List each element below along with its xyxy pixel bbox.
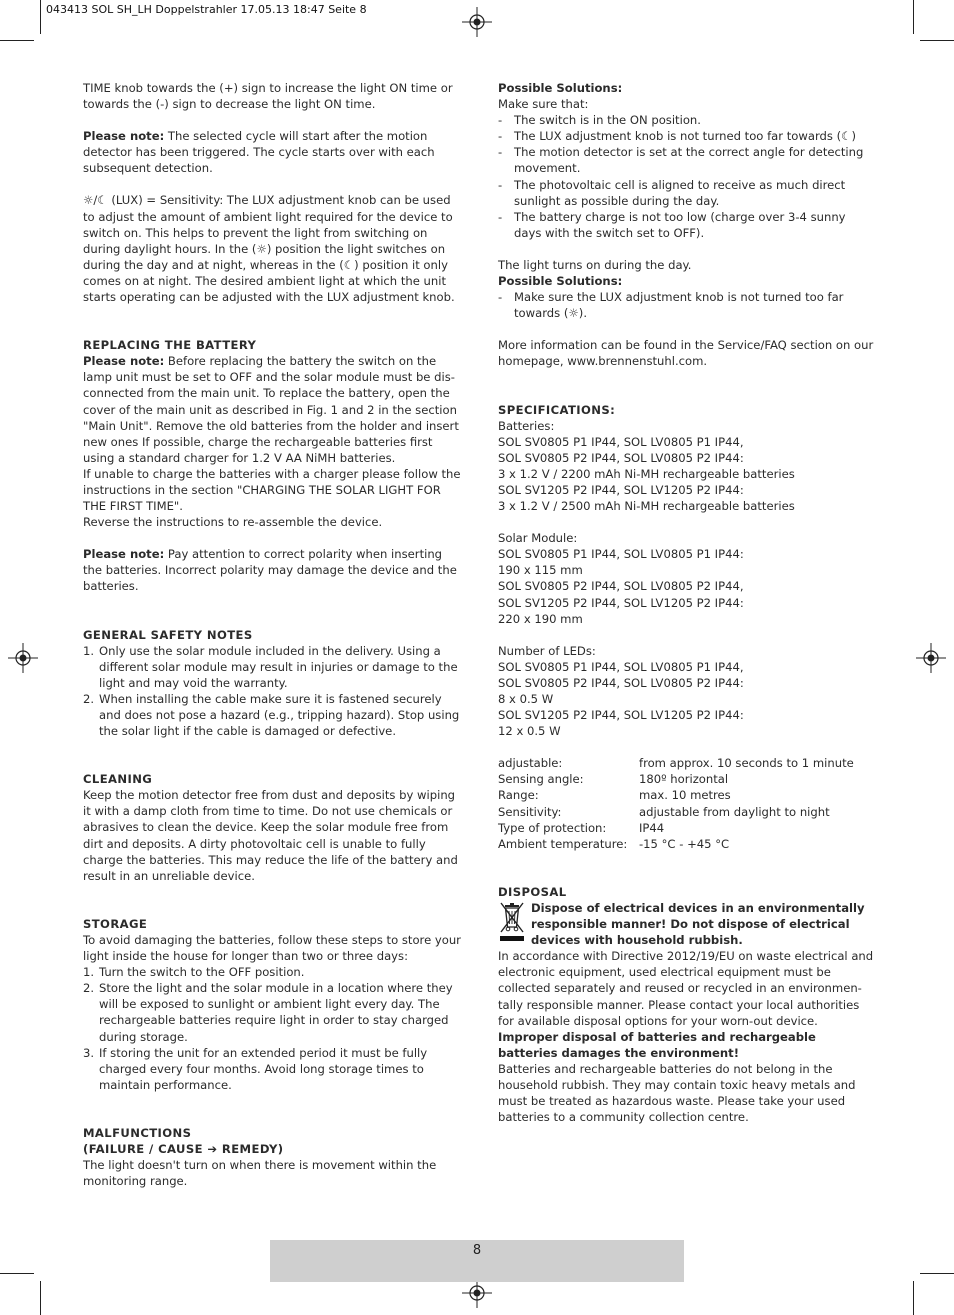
list-marker: 1. — [83, 965, 95, 980]
cleaning-paragraph: Keep the motion detector free from dust and deposits by wiping it with a damp cloth from time to time. Do not use chemicals or abrasives to clean the device. Keep the solar module free from dirt and deposits. A dirty photovoltaic cell is unable to fully charge the batteries. This may reduce the life of the battery and result in an unreliable device. — [83, 788, 458, 883]
crossed-out-wheelie-bin-icon — [498, 900, 526, 944]
reassemble-paragraph: Reverse the instructions to re-assemble the device. — [83, 515, 383, 530]
note-label: Please note: — [83, 547, 165, 562]
spec-value: -15 °C - +45 °C — [639, 836, 730, 851]
spec-value: from approx. 10 seconds to 1 minute — [639, 756, 854, 771]
spec-line: Batteries: — [498, 418, 555, 433]
list-item — [498, 112, 876, 128]
spec-value: max. 10 metres — [639, 788, 731, 803]
left-column — [83, 80, 461, 1189]
spec-key: Range: — [498, 788, 539, 803]
spec-line: 220 x 190 mm — [498, 611, 583, 626]
specifications-heading: SPECIFICATIONS: — [498, 402, 616, 417]
page-footer-bar — [270, 1240, 684, 1282]
list-marker: 1. — [83, 643, 95, 658]
safety-notes-heading: GENERAL SAFETY NOTES — [83, 627, 253, 642]
list-marker: 2. — [83, 691, 95, 706]
spec-line: SOL SV0805 P2 IP44, SOL LV0805 P2 IP44: — [498, 450, 744, 465]
list-marker: - — [498, 129, 503, 144]
spec-line: SOL SV0805 P1 IP44, SOL LV0805 P1 IP44, — [498, 659, 744, 674]
battery-disposal-warning: Improper disposal of batteries and rechargeable batteries damages the environment! — [498, 1029, 816, 1060]
list-item-text: If storing the unit for an extended period it must be fully charged every four months. Avoid long storage times to maintain performance. — [99, 1045, 428, 1092]
malfunctions-subheading: (FAILURE / CAUSE ➔ REMEDY) — [83, 1141, 284, 1156]
spec-key: Sensitivity: — [498, 804, 562, 819]
spec-key: Type of protection: — [498, 820, 607, 835]
spec-key: adjustable: — [498, 756, 563, 771]
crop-mark-top-right-v — [913, 0, 914, 34]
spec-value: IP44 — [639, 820, 665, 835]
list-item-text: The motion detector is set at the correct angle for detecting movement. — [514, 145, 864, 176]
registration-mark-icon — [8, 643, 38, 673]
list-item — [498, 177, 876, 209]
list-marker: - — [498, 145, 503, 160]
list-item — [83, 643, 461, 691]
list-item-text: The LUX adjustment knob is not turned too far towards (☾) — [514, 129, 857, 144]
spec-line: Solar Module: — [498, 531, 578, 546]
malfunctions-heading: MALFUNCTIONS — [83, 1125, 192, 1140]
malfunction-description: The light doesn't turn on when there is movement within the monitoring range. — [83, 1158, 437, 1189]
registration-mark-icon — [462, 7, 492, 37]
time-knob-paragraph: TIME knob towards the (+) sign to increase the light ON time or towards the (-) sign to decrease the light ON time. — [83, 81, 453, 112]
more-info-paragraph: More information can be found in the Service/FAQ section on our homepage, www.brennenstuhl.com. — [498, 338, 874, 369]
list-item-text: Store the light and the solar module in a location where they will be exposed to sunlight or ambient light every day. The rechargeable batteries require light in order to stay charged during storage. — [99, 981, 453, 1044]
note-text: The selected cycle will start after the motion detector has been triggered. The cycle starts over with each subsequent detection. — [83, 129, 435, 176]
spec-line: SOL SV1205 P2 IP44, SOL LV1205 P2 IP44: — [498, 595, 744, 610]
list-item — [83, 1045, 461, 1093]
spec-line: 190 x 115 mm — [498, 563, 583, 578]
spec-row — [498, 787, 876, 803]
spec-row — [498, 836, 876, 852]
solutions-label: Possible Solutions: — [498, 81, 623, 95]
spec-line: Number of LEDs: — [498, 643, 596, 658]
list-item — [498, 128, 876, 144]
list-item — [498, 289, 876, 321]
list-marker: 2. — [83, 981, 95, 996]
list-marker: - — [498, 209, 503, 224]
crop-mark-bottom-left-v — [40, 1281, 41, 1315]
spec-line: 12 x 0.5 W — [498, 724, 561, 739]
cycle-note-paragraph — [83, 128, 461, 176]
battery-note-paragraph — [83, 353, 461, 466]
crop-mark-top-left-v — [40, 0, 41, 34]
spec-line: SOL SV0805 P2 IP44, SOL LV0805 P2 IP44, — [498, 579, 744, 594]
list-item — [83, 980, 461, 1044]
crop-mark-top-left-h — [0, 40, 34, 41]
list-item-text: Turn the switch to the OFF position. — [99, 965, 305, 980]
solutions-label: Possible Solutions: — [498, 274, 623, 289]
registration-mark-icon — [462, 1278, 492, 1308]
crop-mark-top-right-h — [920, 40, 954, 41]
replacing-battery-heading: REPLACING THE BATTERY — [83, 338, 257, 353]
disposal-heading: DISPOSAL — [498, 884, 567, 899]
list-item-text: The switch is in the ON position. — [514, 113, 701, 128]
charge-instructions-paragraph: If unable to charge the batteries with a charger please follow the instructions in the section "CHARGING THE SOLAR LIGHT FOR THE FIRST TIME". — [83, 466, 461, 514]
list-item-text: Only use the solar module included in the delivery. Using a different solar module may result in injuries or damage to the light and may void the warranty. — [99, 643, 458, 690]
spec-row — [498, 820, 876, 836]
crop-mark-bottom-right-v — [913, 1281, 914, 1315]
list-item-text: Make sure the LUX adjustment knob is not turned too far towards (☼). — [514, 290, 844, 321]
storage-intro: To avoid damaging the batteries, follow these steps to store your light inside the house for longer than two or three days: — [83, 932, 461, 964]
note-text: Pay attention to correct polarity when inserting the batteries. Incorrect polarity may damage the device and the batteries. — [83, 547, 457, 594]
list-marker: 3. — [83, 1045, 95, 1060]
note-label: Please note: — [83, 354, 165, 369]
spec-row — [498, 771, 876, 787]
directive-paragraph: In accordance with Directive 2012/19/EU on waste electrical and electronic equipment, used electrical equipment must be collected separately and reused or recycled in an environmen-tally responsible manner. Please contact your local authorities for available disposal options for your worn-out device. — [498, 949, 874, 1028]
cleaning-heading: CLEANING — [83, 772, 153, 787]
list-item — [498, 144, 876, 176]
crop-mark-bottom-left-h — [0, 1273, 34, 1274]
list-item-text: The photovoltaic cell is aligned to receive as much direct sunlight as possible during the day. — [514, 177, 846, 208]
list-item — [83, 964, 461, 980]
polarity-note-paragraph — [83, 546, 461, 594]
list-item-text: The battery charge is not too low (charge over 3-4 sunny days with the switch set to OFF). — [514, 209, 846, 240]
list-item — [83, 691, 461, 739]
battery-disposal-paragraph: Batteries and rechargeable batteries do not belong in the household rubbish. They may contain toxic heavy metals and must be treated as hazardous waste. Please take your used batteries to a community collection centre. — [498, 1061, 856, 1125]
crop-mark-bottom-right-h — [920, 1273, 954, 1274]
right-column — [498, 80, 876, 1125]
note-text: Before replacing the battery the switch on the lamp unit must be set to OFF and the solar module must be dis-connected from the main unit. To replace the battery, open the cover of the main unit as described in Fig. 1 and 2 in the section "Main Unit". Remove the old batteries from the holder and insert new ones If possible, charge the rechargeable batteries first using a standard charger for 1.2 V AA NiMH batteries. — [83, 354, 459, 465]
lux-paragraph: ☼/☾ (LUX) = Sensitivity: The LUX adjustment knob can be used to adjust the amount of ambient light required for the device to switch on. This helps to prevent the light from switching on during daylight hours. In the (☼) position the light switches on during the day and at night, whereas in the (☾) position it only comes on at night. The desired ambient light at which the unit starts operating can be adjusted with the LUX adjustment knob. — [83, 193, 455, 305]
spec-key: Ambient temperature: — [498, 836, 628, 851]
spec-line: 3 x 1.2 V / 2500 mAh Ni-MH rechargeable batteries — [498, 499, 795, 514]
page-number: 8 — [472, 1243, 482, 1258]
note-label: Please note: — [83, 129, 165, 144]
print-slug: 043413 SOL SH_LH Doppelstrahler 17.05.13 18:47 Seite 8 — [46, 3, 367, 16]
spec-line: SOL SV0805 P2 IP44, SOL LV0805 P2 IP44: — [498, 675, 744, 690]
spec-value: 180º horizontal — [639, 772, 729, 787]
spec-line: SOL SV1205 P2 IP44, SOL LV1205 P2 IP44: — [498, 708, 744, 723]
storage-heading: STORAGE — [83, 916, 148, 931]
list-marker: - — [498, 177, 503, 192]
spec-line: 3 x 1.2 V / 2200 mAh Ni-MH rechargeable batteries — [498, 466, 795, 481]
disposal-bold-note: Dispose of electrical devices in an environmentally responsible manner! Do not dispose of electrical devices with household rubbish. — [531, 900, 865, 948]
list-marker: - — [498, 290, 503, 305]
spec-line: 8 x 0.5 W — [498, 692, 554, 706]
spec-row — [498, 755, 876, 771]
spec-line: SOL SV1205 P2 IP44, SOL LV1205 P2 IP44: — [498, 482, 744, 497]
spec-value: adjustable from daylight to night — [639, 804, 830, 819]
spec-key: Sensing angle: — [498, 772, 584, 787]
list-marker: - — [498, 113, 503, 128]
day-issue-text: The light turns on during the day. — [498, 257, 692, 272]
list-item-text: When installing the cable make sure it is fastened securely and does not pose a hazard (e.g., tripping hazard). Stop using the solar light if the cable is damaged or defective. — [99, 691, 460, 739]
solutions-intro: Make sure that: — [498, 97, 589, 112]
spec-line: SOL SV0805 P1 IP44, SOL LV0805 P1 IP44, — [498, 434, 744, 449]
list-item — [498, 209, 876, 241]
disposal-warning — [498, 900, 876, 948]
registration-mark-icon — [916, 643, 946, 673]
spec-row — [498, 804, 876, 820]
spec-line: SOL SV0805 P1 IP44, SOL LV0805 P1 IP44: — [498, 547, 744, 562]
